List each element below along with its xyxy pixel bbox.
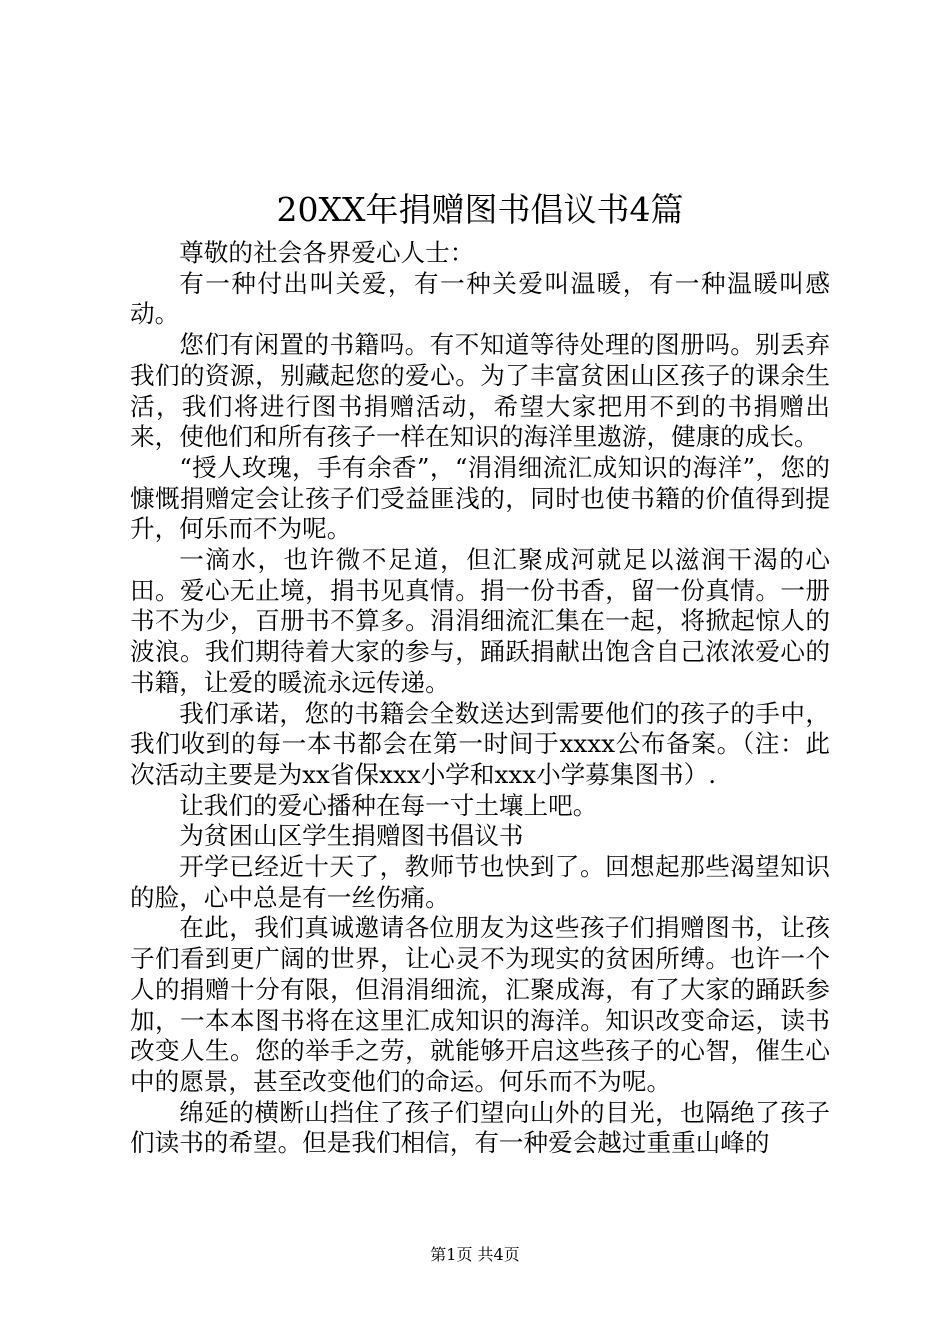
paragraph: 绵延的横断山挡住了孩子们望向山外的目光，也隔绝了孩子们读书的希望。但是我们相信，有一种爱会越过重重山峰的 [130,1097,830,1158]
paragraph: 开学已经近十天了，教师节也快到了。回想起那些渴望知识的脸，心中总是有一丝伤痛。 [130,852,830,912]
paragraph: 您们有闲置的书籍吗。有不知道等待处理的图册吗。别丢弃我们的资源，别藏起您的爱心。为了丰富贫困山区孩子的课余生活，我们将进行图书捐赠活动，希望大家把用不到的书捐赠出来，使他们和所有孩子一样在知识的海洋里遨游，健康的成长。 [130,330,830,452]
paragraph: 让我们的爱心播种在每一寸土壤上吧。 [179,790,598,820]
paragraph: 一滴水，也许微不足道，但汇聚成河就足以滋润干渴的心田。爱心无止境，捐书见真情。捐一份书香，留一份真情。一册书不为少，百册书不算多。涓涓细流汇集在一起，将掀起惊人的波浪。我们期待着大家的参与，踊跃捐献出饱含自己浓浓爱心的书籍，让爱的暖流永远传递。 [130,545,830,697]
paragraph-salutation: 尊敬的社会各界爱心人士： [179,238,475,267]
page-number-footer: 第1页 共4页 [430,1245,520,1264]
paragraph: 我们承诺，您的书籍会全数送达到需要他们的孩子的手中，我们收到的每一本书都会在第一时间于xxxx公布备案。（注：此次活动主要是为xx省保xxx小学和xxx小学募集图书）. [130,698,830,789]
paragraph: 在此，我们真诚邀请各位朋友为这些孩子们捐赠图书，让孩子们看到更广阔的世界，让心灵不为现实的贫困所缚。也许一个人的捐赠十分有限，但涓涓细流，汇聚成海，有了大家的踊跃参加，一本本图书将在这里汇成知识的海洋。知识改变命运，读书改变人生。您的举手之劳，就能够开启这些孩子的心智，催生心中的愿景，甚至改变他们的命运。何乐而不为呢。 [130,913,830,1096]
document-title: 20XX年捐赠图书倡议书4篇 [276,190,684,229]
section-heading: 为贫困山区学生捐赠图书倡议书 [179,821,524,851]
document-body [130,238,830,1159]
paragraph: 有一种付出叫关爱，有一种关爱叫温暖，有一种温暖叫感动。 [130,268,830,329]
paragraph: “授人玫瑰，手有余香”，“涓涓细流汇成知识的海洋”，您的慷慨捐赠定会让孩子们受益匪浅的，同时也使书籍的价值得到提升，何乐而不为呢。 [130,452,830,544]
